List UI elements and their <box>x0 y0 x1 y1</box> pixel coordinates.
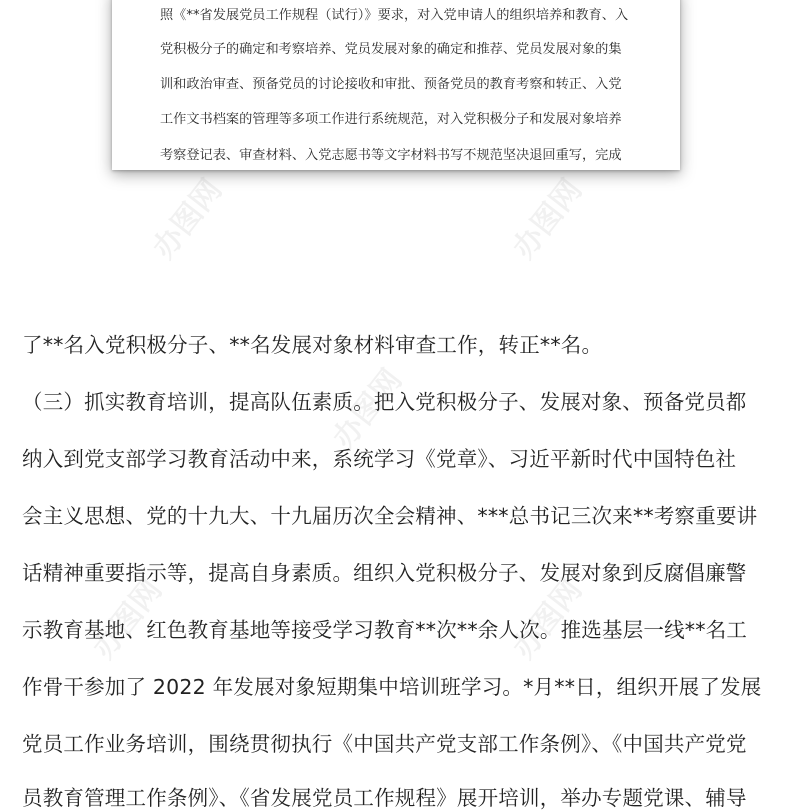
watermark: 办图网 <box>326 362 410 456</box>
body-text-line: 员教育管理工作条例》、《省发展党员工作规程》展开培训，举办专题党课、辅导 <box>22 786 747 810</box>
section-heading-line: （三）抓实教育培训，提高队伍素质。把入党积极分子、发展对象、预备党员都 <box>22 390 747 414</box>
watermark: 办图网 <box>506 572 590 666</box>
watermark: 办图网 <box>146 172 230 266</box>
body-text-line: 话精神重要指示等，提高自身素质。组织入党积极分子、发展对象到反腐倡廉警 <box>22 561 747 585</box>
watermark: 办图网 <box>506 172 590 266</box>
body-text-line: 作骨干参加了 2022 年发展对象短期集中培训班学习。*月**日，组织开展了发展 <box>22 675 762 699</box>
card-text-line: 工作文书档案的管理等多项工作进行系统规范，对入党积极分子和发展对象培养 <box>160 112 622 127</box>
card-text-line: 训和政治审查、预备党员的讨论接收和审批、预备党员的教育考察和转正、入党 <box>160 77 622 92</box>
body-text-line: 了**名入党积极分子、**名发展对象材料审查工作，转正**名。 <box>22 333 603 357</box>
watermark: 办图网 <box>86 572 170 666</box>
body-text-line: 纳入到党支部学习教育活动中来，系统学习《党章》、习近平新时代中国特色社 <box>22 447 737 471</box>
document-preview-card <box>112 0 680 170</box>
body-text-line: 党员工作业务培训，围绕贯彻执行《中国共产党支部工作条例》、《中国共产党党 <box>22 732 747 756</box>
body-text-line: 示教育基地、红色教育基地等接受学习教育**次**余人次。推选基层一线**名工 <box>22 618 748 642</box>
card-text-line: 考察登记表、审查材料、入党志愿书等文字材料书写不规范坚决退回重写，完成 <box>160 148 622 163</box>
body-text-line: 会主义思想、党的十九大、十九届历次全会精神、***总书记三次来**考察重要讲 <box>22 504 758 528</box>
card-text-line: 党积极分子的确定和考察培养、党员发展对象的确定和推荐、党员发展对象的集 <box>160 42 622 57</box>
card-text-line: 照《**省发展党员工作规程（试行）》要求，对入党申请人的组织培养和教育、入 <box>160 8 629 23</box>
